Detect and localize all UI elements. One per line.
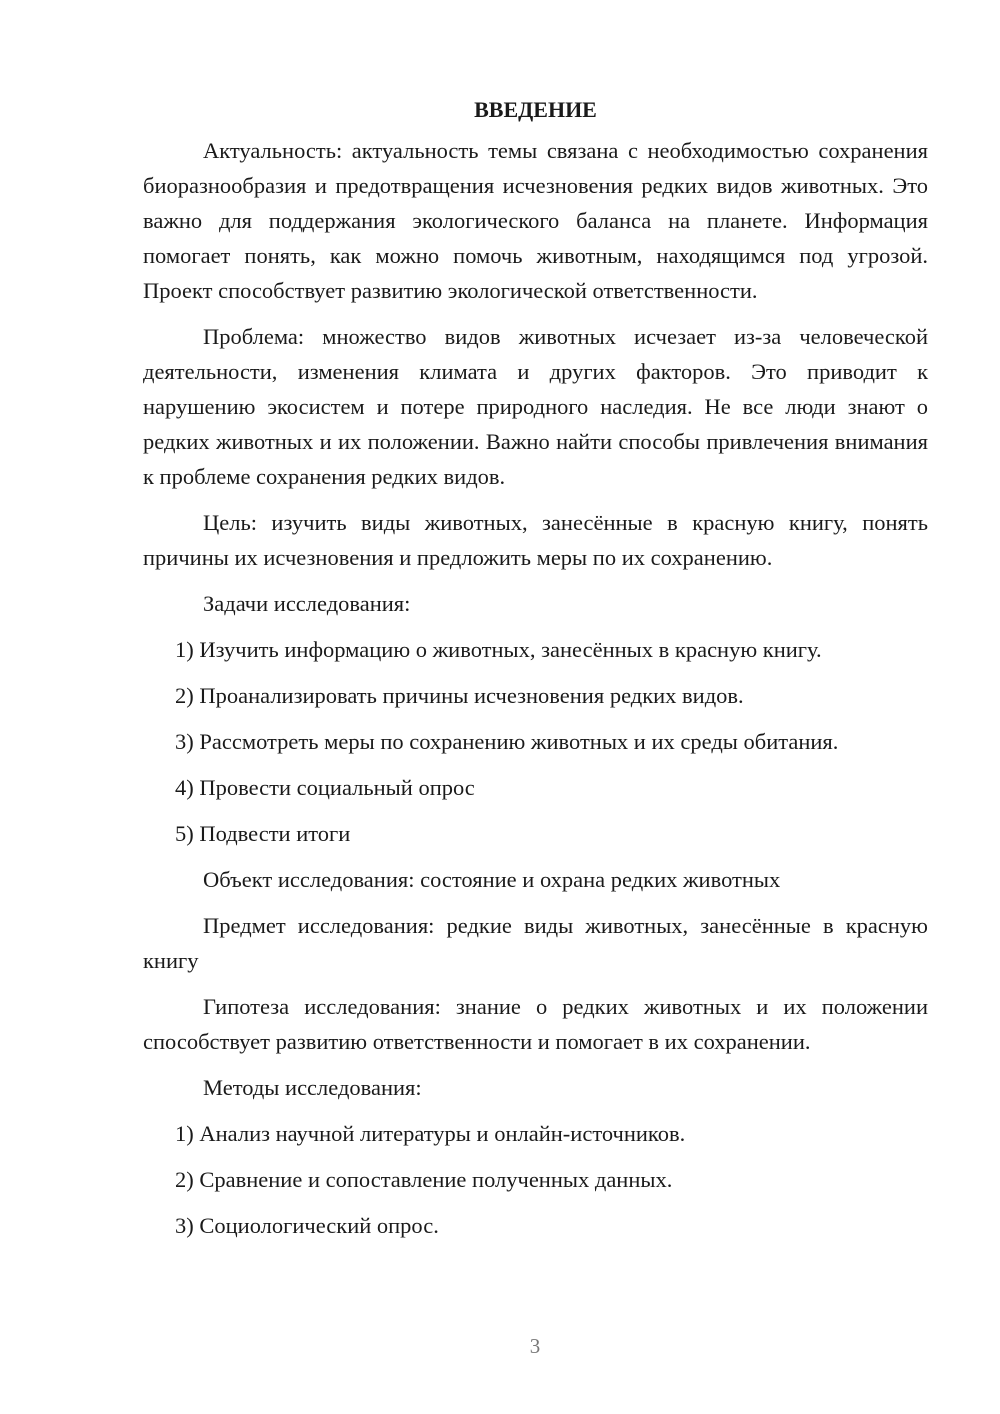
subject-paragraph: Предмет исследования: редкие виды животных, занесённые в красную книгу xyxy=(143,913,928,973)
page-number: 3 xyxy=(529,1334,541,1358)
list-item: 1) Анализ научной литературы и онлайн-источников. xyxy=(175,1121,686,1146)
hypothesis-paragraph: Гипотеза исследования: знание о редких животных и их положении способствует развитию ответственности и помогает в их сохранении. xyxy=(143,994,928,1054)
problem-paragraph: Проблема: множество видов животных исчезает из-за человеческой деятельности, изменения климата и других факторов. Это приводит к нарушению экосистем и потере природного наследия. Не все люди знают о редких животных и их положении. Важно найти способы привлечения внимания к проблеме сохранения редких видов. xyxy=(143,324,928,489)
list-item: 2) Сравнение и сопоставление полученных данных. xyxy=(175,1167,673,1192)
list-item: 4) Провести социальный опрос xyxy=(175,775,475,800)
list-item: 3) Социологический опрос. xyxy=(175,1213,439,1238)
goal-paragraph: Цель: изучить виды животных, занесённые в красную книгу, понять причины их исчезновения и предложить меры по их сохранению. xyxy=(143,510,928,570)
methods-list xyxy=(143,1116,928,1243)
relevance-paragraph: Актуальность: актуальность темы связана с необходимостью сохранения биоразнообразия и предотвращения исчезновения редких видов животных. Это важно для поддержания экологического баланса на планете. Информация помогает понять, как можно помочь животным, находящимся под угрозой. Проект способствует развитию экологической ответственности. xyxy=(143,138,928,303)
section-title: ВВЕДЕНИЕ xyxy=(474,97,597,122)
object-paragraph: Объект исследования: состояние и охрана редких животных xyxy=(203,867,781,892)
tasks-heading: Задачи исследования: xyxy=(203,591,411,616)
tasks-list xyxy=(143,632,928,851)
page-content xyxy=(143,92,928,1254)
methods-heading: Методы исследования: xyxy=(203,1075,422,1100)
list-item: 5) Подвести итоги xyxy=(175,821,351,846)
list-item: 2) Проанализировать причины исчезновения редких видов. xyxy=(175,683,744,708)
list-item: 1) Изучить информацию о животных, занесённых в красную книгу. xyxy=(175,637,822,662)
list-item: 3) Рассмотреть меры по сохранению животных и их среды обитания. xyxy=(175,729,839,754)
